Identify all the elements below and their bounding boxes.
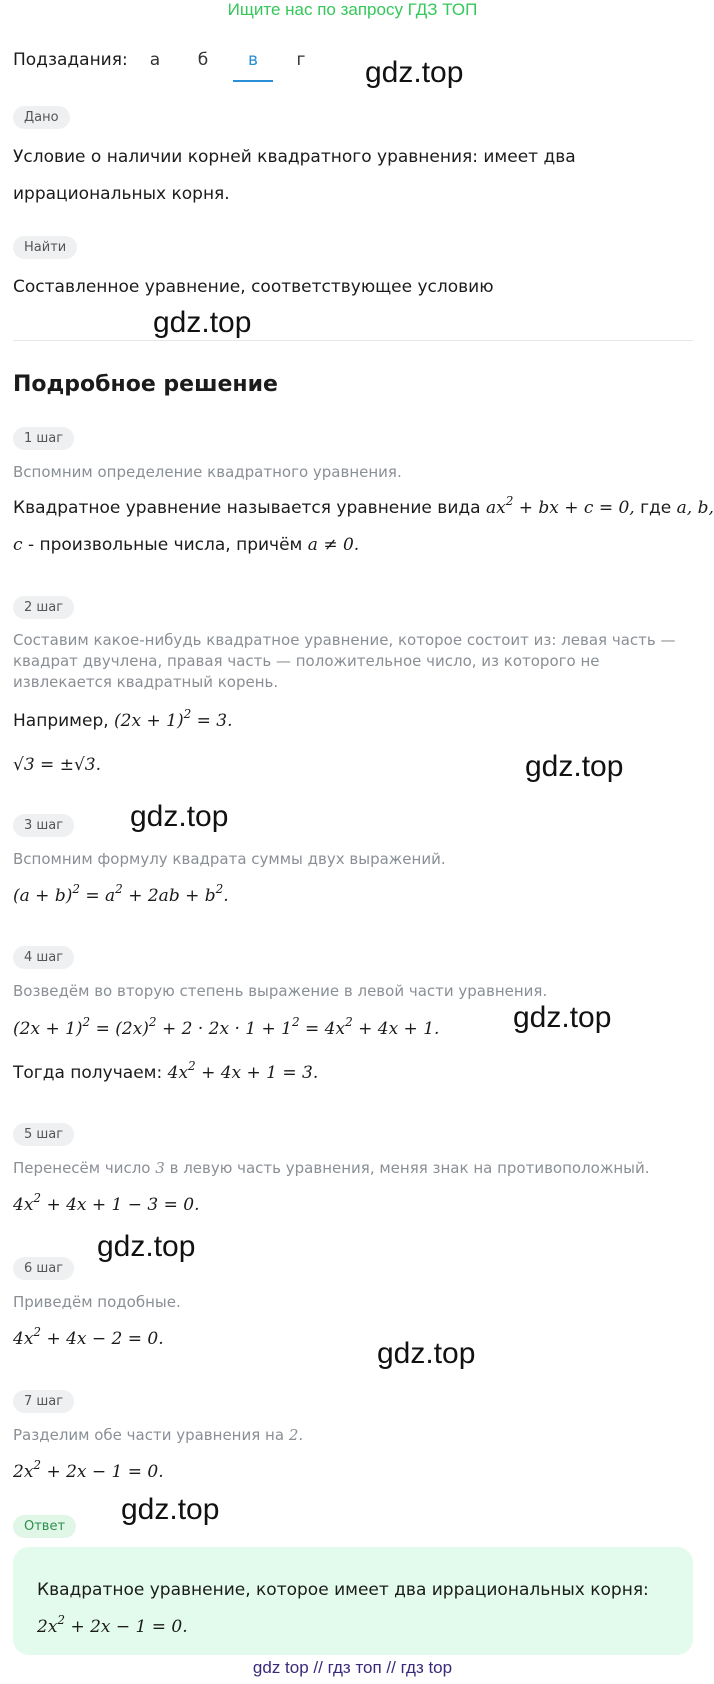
sqrt-equation: √3 = ±√3.: [13, 755, 101, 775]
step-2-hint: Составим какое-нибудь квадратное уравнение, которое состоит из: левая часть — квадрат двучлена, правая часть — положительное число, из которого не извлекается квадратный корень.: [13, 631, 676, 691]
watermark: gdz.top: [130, 800, 229, 833]
answer-text: Квадратное уравнение, которое имеет два иррациональных корня:: [37, 1580, 649, 1600]
square-of-sum-formula: $(a + b)^2 = a^2 + 2ab + b^2$.: [13, 882, 229, 906]
tab-v[interactable]: в: [247, 50, 259, 70]
step-5-number: 3: [155, 1159, 165, 1177]
search-banner: Ищите нас по запросу ГДЗ ТОП: [227, 0, 478, 19]
tab-a[interactable]: а: [149, 50, 161, 70]
find-section: [13, 236, 77, 259]
step-4-result: [13, 1054, 318, 1092]
step-6-equation: [13, 1320, 164, 1358]
answer-equation-wrap: [37, 1608, 188, 1646]
moved-equation: $4x^2 + 4x + 1 - 3 = 0$.: [13, 1191, 200, 1215]
step-6-badge: 6 шаг: [13, 1257, 74, 1280]
footer-links[interactable]: gdz top // гдз топ // гдз top: [252, 1658, 453, 1677]
step-3-hint: Вспомним формулу квадрата суммы двух выражений.: [13, 850, 446, 868]
watermark: gdz.top: [513, 1001, 612, 1034]
watermark: gdz.top: [121, 1493, 220, 1526]
step-4-hint: Возведём во вторую степень выражение в левой части уравнения.: [13, 982, 548, 1000]
watermark: gdz.top: [97, 1230, 196, 1263]
step-6-badge-wrap: [13, 1257, 74, 1280]
solution-heading: Подробное решение: [13, 372, 278, 397]
given-line-2: иррациональных корня.: [13, 184, 230, 204]
find-text: Составленное уравнение, соответствующее условию: [13, 277, 494, 297]
watermark: gdz.top: [377, 1337, 476, 1370]
step-1-badge-wrap: [13, 427, 74, 450]
step-5-hint-after: в левую часть уравнения, меняя знак на противоположный.: [169, 1159, 650, 1177]
watermark: gdz.top: [365, 56, 464, 89]
divider: [13, 340, 693, 341]
step-7-hint: [13, 1425, 303, 1446]
simplified-equation: $4x^2 + 4x - 2 = 0$.: [13, 1325, 164, 1349]
expansion-equation: $(2x + 1)^2 = (2x)^2 + 2 \cdot 2x \cdot 1 + 1^2 = 4x^2 + 4x + 1$.: [13, 1015, 440, 1039]
step-5-hint: [13, 1158, 650, 1179]
step-1-badge: 1 шаг: [13, 427, 74, 450]
step-2-badge: 2 шаг: [13, 596, 74, 619]
step-1-condition: - произвольные числа, причём: [27, 535, 303, 555]
step-3-badge: 3 шаг: [13, 814, 74, 837]
step-4-badge-wrap: [13, 946, 74, 969]
active-tab-indicator: [233, 80, 273, 82]
step-6-hint: Приведём подобные.: [13, 1293, 181, 1311]
tab-g[interactable]: г: [296, 50, 306, 70]
quadratic-general-form: $ax^2$ + bx + c = 0,: [485, 494, 635, 518]
step-3-badge-wrap: [13, 814, 74, 837]
step-3-formula: [13, 877, 229, 915]
step-4-badge: 4 шаг: [13, 946, 74, 969]
answer-badge: Ответ: [13, 1515, 76, 1538]
step-1-hint: Вспомним определение квадратного уравнения.: [13, 463, 402, 481]
step-4-then-label: Тогда получаем:: [13, 1063, 163, 1083]
tab-b[interactable]: б: [197, 50, 209, 70]
step-2-sqrt: [13, 746, 101, 784]
watermark: gdz.top: [153, 306, 252, 339]
example-equation: $(2x + 1)^2 = 3$.: [114, 707, 233, 731]
given-badge: Дано: [13, 106, 70, 129]
step-7-badge: 7 шаг: [13, 1390, 74, 1413]
given-line-1: Условие о наличии корней квадратного уравнения: имеет два: [13, 147, 576, 167]
find-badge: Найти: [13, 236, 77, 259]
coefficient-c: c: [13, 535, 23, 555]
step-7-equation: [13, 1453, 164, 1491]
watermark: gdz.top: [525, 750, 624, 783]
step-7-number: 2.: [288, 1426, 304, 1444]
result-equation: $4x^2 + 4x + 1 = 3$.: [167, 1059, 319, 1083]
coefficients-ab: a, b,: [676, 498, 714, 518]
step-2-badge-wrap: [13, 596, 74, 619]
divided-equation: $2x^2 + 2x - 1 = 0$.: [13, 1458, 164, 1482]
step-1-line-2: [13, 526, 359, 564]
step-5-hint-before: Перенесём число: [13, 1159, 151, 1177]
step-7-hint-before: Разделим обе части уравнения на: [13, 1426, 285, 1444]
step-1-definition: Квадратное уравнение называется уравнение вида: [13, 498, 481, 518]
step-2-example: [13, 702, 233, 740]
step-7-badge-wrap: [13, 1390, 74, 1413]
step-5-badge-wrap: [13, 1123, 74, 1146]
answer-equation: $2x^2 + 2x - 1 = 0$.: [37, 1613, 188, 1637]
step-5-badge: 5 шаг: [13, 1123, 74, 1146]
step-1-line-1: [13, 489, 714, 527]
subtasks-label: Подзадания:: [13, 50, 128, 70]
step-2-example-label: Например,: [13, 711, 109, 731]
step-1-where: где: [640, 498, 672, 518]
answer-badge-wrap: [13, 1515, 76, 1538]
step-5-equation: [13, 1186, 200, 1224]
given-section: [13, 106, 70, 129]
step-4-expansion: [13, 1010, 439, 1048]
a-not-zero: a ≠ 0.: [307, 535, 360, 555]
